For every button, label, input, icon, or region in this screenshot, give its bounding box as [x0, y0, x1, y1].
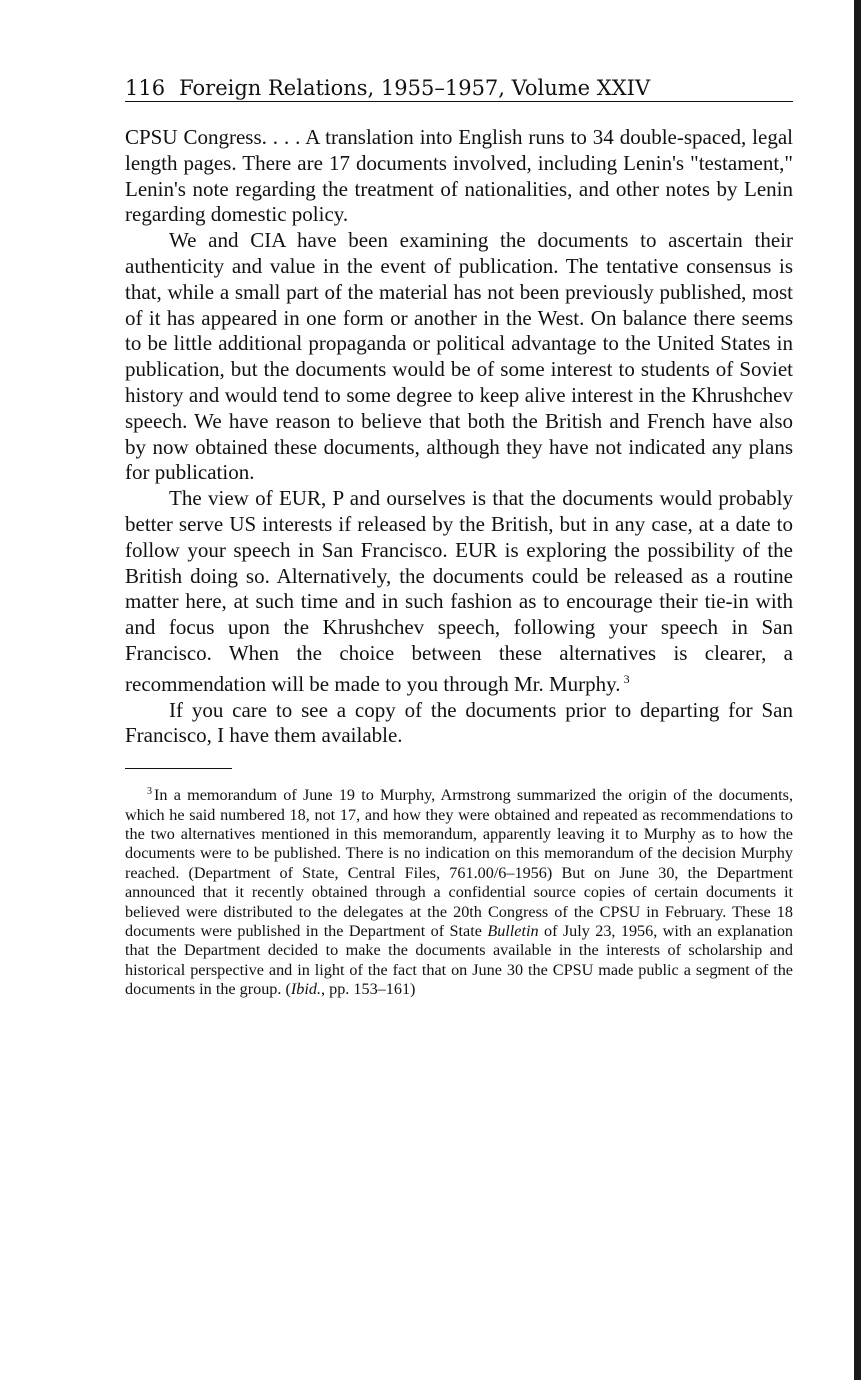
- footnote-divider: [125, 768, 232, 769]
- body-text: [125, 125, 793, 749]
- footnote-text-b: of July 23, 1956, with an explanation that the Department decided to make the documents available in the interests of scholarship and historical perspective and in light of the fact that on June 30 the CPSU made public a segment of the documents in the group. (: [125, 921, 794, 999]
- running-title: Foreign Relations, 1955–1957, Volume XXIV: [179, 76, 651, 100]
- paragraph-4: If you care to see a copy of the documents prior to departing for San Francisco, I have them available.: [125, 697, 793, 748]
- paragraph-3-text: The view of EUR, P and ourselves is that the documents would probably better serve US interests if released by the British, but in any case, at a date to follow your speech in San Francisco. EUR is exploring the possibility of the British doing so. Alternatively, the documents could be released as a routine matter here, at such time and in such fashion as to encourage their tie-in with and focus upon the Khrushchev speech, following your speech in San Francisco. When the choice between these alternatives is clearer, a recommendation will be made to you through Mr. Murphy.: [125, 486, 793, 696]
- paragraph-2: We and CIA have been examining the documents to ascertain their authenticity and value in the event of publication. The tentative consensus is that, while a small part of the material has not been previously published, most of it has appeared in one form or another in the West. On balance there seems to be little additional propaganda or political advantage to the United States in publication, but the documents would be of some interest to students of Soviet history and would tend to some degree to keep alive interest in the Khrushchev speech. We have reason to believe that both the British and French have also by now obtained these documents, although they have not indicated any plans for publication.: [125, 228, 793, 485]
- running-header: [125, 74, 793, 102]
- footnote-ibid: Ibid.: [290, 980, 322, 999]
- footnote-text-a: In a memorandum of June 19 to Murphy, Armstrong summarized the origin of the documents, which he said numbered 18, not 17, and how they were obtained and repeated as recommendations to the two alternatives mentioned in this memorandum, apparently leaving it to Murphy as to how the documents were to be published. There is no indication on this memorandum of the decision Murphy reached. (Department of State, Central Files, 761.00/6–1956) But on June 30, the Department announced that it recently obtained through a confidential source copies of certain documents it believed were distributed to the delegates at the 20th Congress of the CPSU in February. These 18 documents were published in the Department of State: [125, 786, 793, 940]
- document-page: [125, 74, 793, 1000]
- footnote: [125, 782, 793, 999]
- page-number: 116: [125, 76, 166, 100]
- paragraph-1: CPSU Congress. . . . A translation into English runs to 34 double-spaced, legal length pages. There are 17 documents involved, including Lenin's "testament," Lenin's note regarding the treatment of nationalities, and other notes by Lenin regarding domestic policy.: [125, 125, 793, 227]
- paragraph-3: [125, 486, 793, 697]
- footnote-reference: 3: [623, 671, 630, 686]
- footnote-marker: 3: [147, 786, 152, 798]
- footnote-bulletin: Bulletin: [487, 921, 539, 940]
- footnote-text-c: , pp. 153–161): [321, 980, 416, 999]
- scan-edge: [854, 0, 861, 1380]
